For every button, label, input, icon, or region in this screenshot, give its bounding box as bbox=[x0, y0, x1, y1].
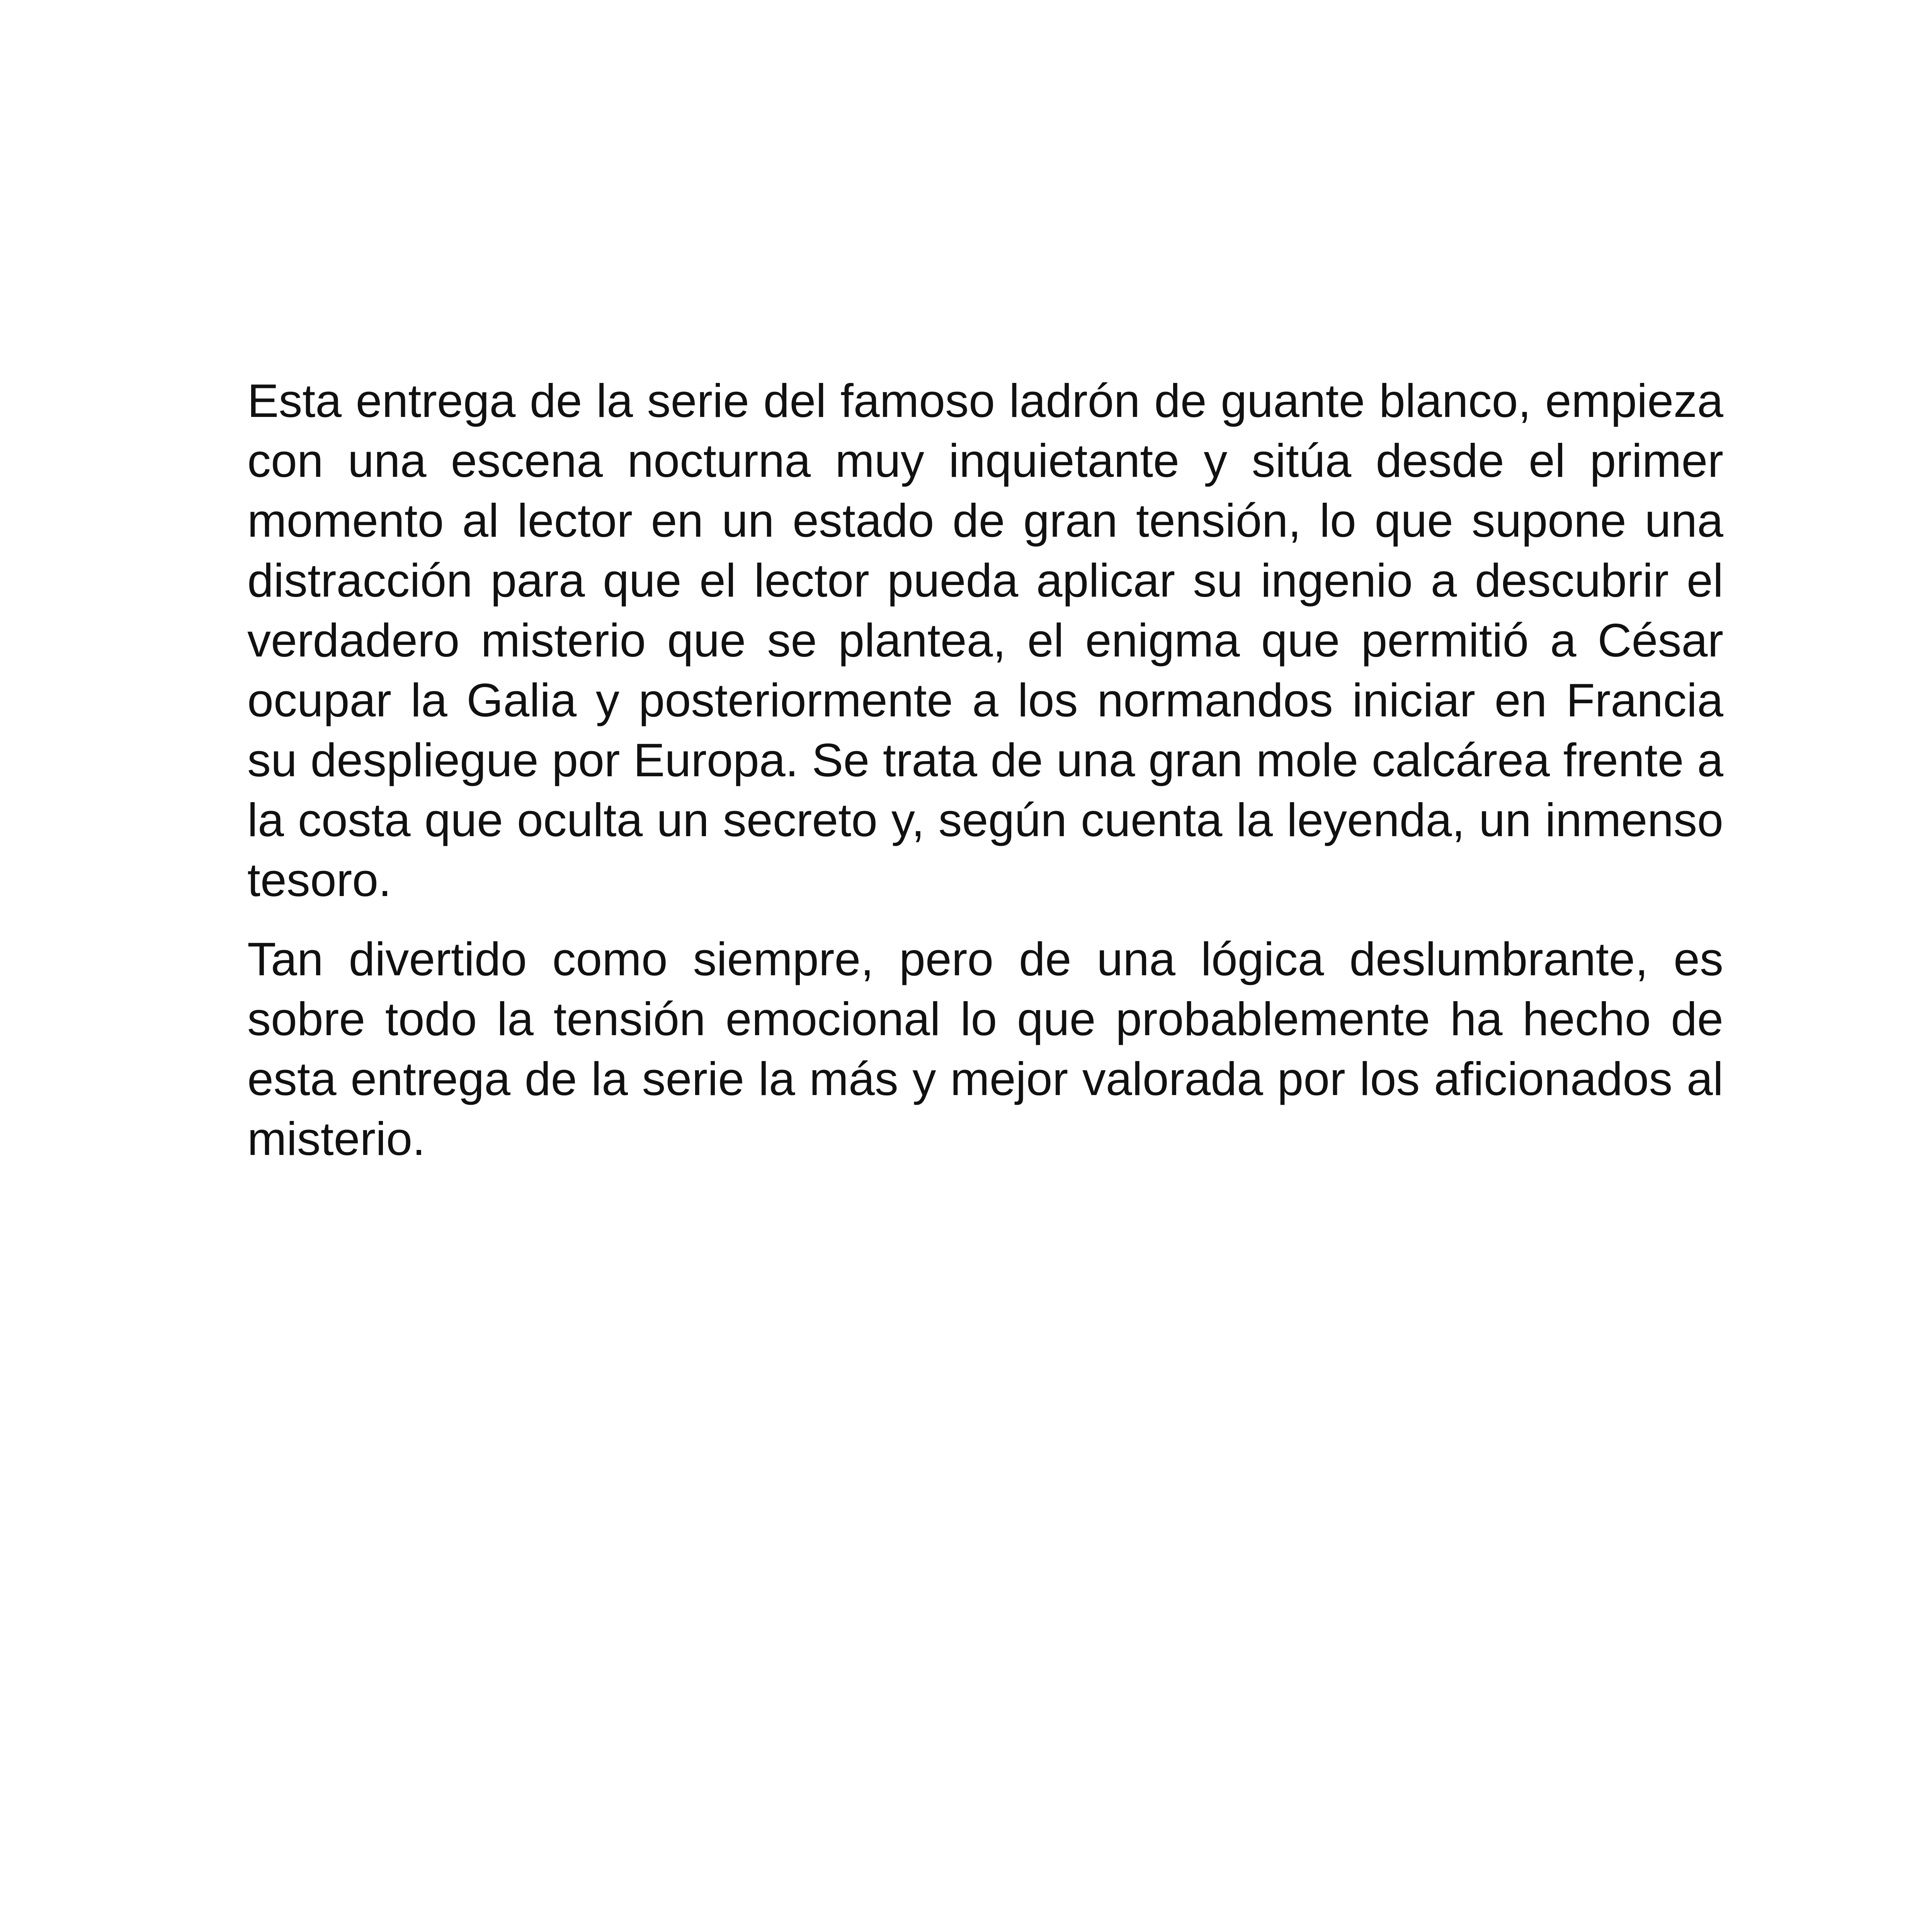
paragraph-2: Tan divertido como siempre, pero de una lógica deslumbrante, es sobre todo la tensión emocional lo que probablemente ha hecho de esta entrega de la serie la más y mejor valorada por los aficionados al misterio. bbox=[247, 933, 1723, 1165]
paragraph-1: Esta entrega de la serie del famoso ladrón de guante blanco, empieza con una escena nocturna muy inquietante y sitúa desde el primer momento al lector en un estado de gran tensión, lo que supone una distracción para que el lector pueda aplicar su ingenio a descubrir el verdadero misterio que se plantea, el enigma que permitió a César ocupar la Galia y posteriormente a los normandos iniciar en Francia su despliegue por Europa. Se trata de una gran mole calcárea frente a la costa que oculta un secreto y, según cuenta la leyenda, un inmenso tesoro. bbox=[247, 374, 1723, 906]
body-text bbox=[247, 371, 1723, 1188]
